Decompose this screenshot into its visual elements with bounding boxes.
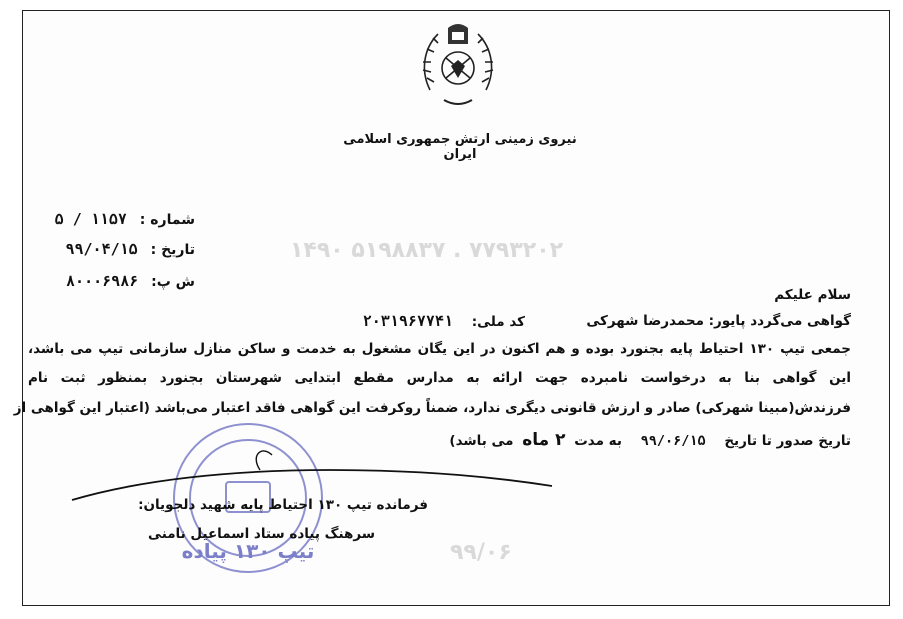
body-line-3: این گواهی بنا به درخواست نامبرده جهت ارائه به مدارس مقطع ابتدایی شهرستان بجنورد بمنظور ثبت نام (28, 370, 851, 386)
national-id-value: ۲۰۳۱۹۶۷۷۴۱ (362, 312, 454, 330)
show-through-mark: ۹۹/۰۶ (450, 540, 512, 565)
stamp-text: تیپ ۱۳۰ پیاده (181, 539, 315, 563)
body-line-2: جمعی تیپ ۱۳۰ احتیاط پایه بجنورد بوده و هم اکنون در این یگان مشغول به خدمت و ساکن منازل سازمانی تیپ می باشد، (28, 341, 851, 357)
validity-from: تاریخ صدور تا تاریخ (724, 433, 851, 449)
date-value: ۹۹/۰۴/۱۵ (65, 240, 138, 258)
national-id-label: کد ملی: (471, 314, 525, 330)
ref-label: ش پ: (151, 274, 195, 290)
body-line-4: فرزندش(مبینا شهرکی) صادر و ارزش قانونی دیگری ندارد، ضمناً روکرفت این گواهی فاقد اعتبار می‌باشد (اعتبار این گواهی از (13, 400, 851, 416)
validity-end: می باشد) (449, 433, 514, 449)
validity-period-label: به مدت (574, 433, 622, 449)
ref-value: ۸۰۰۰۶۹۸۶ (66, 272, 139, 290)
signatory-title: فرمانده تیپ ۱۳۰ احتیاط پایه شهید دلجویان: (138, 497, 428, 513)
number-label: شماره : (139, 212, 195, 228)
show-through-mark: ۷۷۹۳۲۰۲ . ۵۱۹۸۸۳۷ ۱۴۹۰ (290, 238, 564, 263)
validity-duration: ۲ ماه (522, 430, 566, 450)
greeting: سلام علیکم (774, 287, 851, 303)
certify-text: گواهی می‌گردد پایور: محمدرضا شهرکی (586, 313, 851, 329)
number-value: ۱۱۵۷ / ۵ (54, 210, 127, 228)
signatory-name: سرهنگ پیاده ستاد اسماعیل نامنی (148, 526, 375, 542)
date-label: تاریخ : (150, 242, 195, 258)
validity-date: ۹۹/۰۶/۱۵ (640, 433, 706, 449)
organization-name: نیروی زمینی ارتش جمهوری اسلامی ایران (343, 132, 577, 162)
